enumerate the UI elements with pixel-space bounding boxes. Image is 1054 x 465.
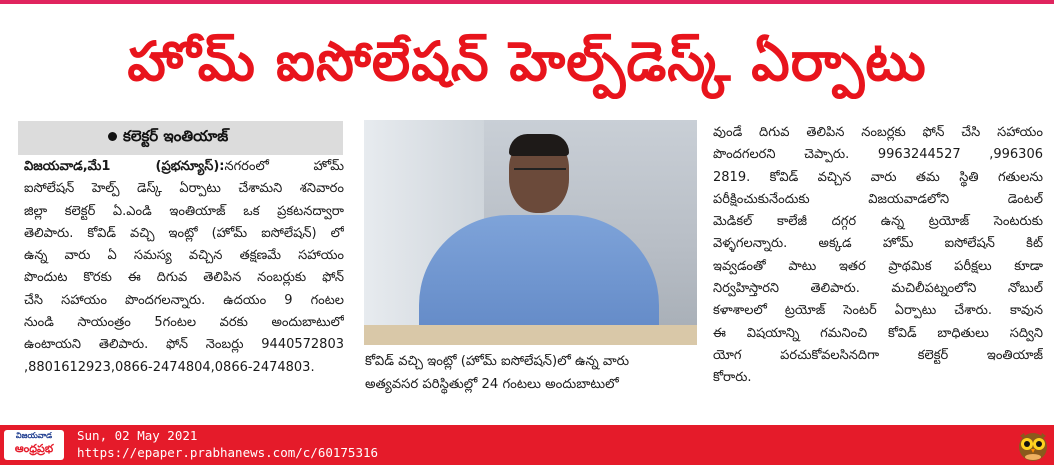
headline: హోమ్ ఐసోలేషన్ హెల్ప్‌డెస్క్ ఏర్పాటు xyxy=(127,30,927,93)
caption-line: కోవిడ్ వచ్చి ఇంట్లో (హోమ్ ఐసోలేషన్)లో ఉన్న వారు xyxy=(365,354,630,369)
dateline: విజయవాడ,మే1 (ప్రభన్యూస్): xyxy=(24,159,225,174)
article-line: చేసి సహాయం పొందగలన్నారు. ఉదయం 9 గంటల xyxy=(24,292,344,308)
photo-glasses xyxy=(514,168,566,182)
article-line: ఇవ్వడంతో పాటు ఇతర ప్రాథమిక పరీక్షలు కూడా xyxy=(713,258,1043,274)
article-line: ఉంటాయని తెలిపారు. ఫోన్ నెంబర్లు 9440572803 xyxy=(24,337,344,353)
article-left-column xyxy=(24,156,344,379)
article-line: వెళ్ళగలన్నారు. అక్కడ హోమ్ ఐసోలేషన్ కిట్ xyxy=(713,236,1043,252)
article-line: జిల్లా కలెక్టర్ ఏ.ఎండి ఇంతియాజ్ ఒక ప్రకటనద్వారా xyxy=(24,203,344,219)
article-line: 2819. కోవిడ్ వచ్చిన వారు తమ స్థితి గతులను xyxy=(713,169,1043,185)
byline xyxy=(108,127,228,149)
article-line: ఐసోలేషన్ హెల్ప్ డెస్క్ ఏర్పాటు చేశామని శనివారం xyxy=(24,181,344,197)
article-line: తెలిపారు. కోవిడ్ వచ్చి ఇంట్లో (హోమ్ ఐసోలేషన్) లో xyxy=(24,225,344,241)
article-line: ఉన్న వారు ఏ సమస్య వచ్చిన తక్షణమే సహాయం xyxy=(24,248,344,264)
logo-title: ఆంధ్రప్రభ xyxy=(14,442,54,455)
article-line: కోరారు. xyxy=(713,370,752,386)
article-line: నిర్వహిస్తారని తెలిపారు. మచిలీపట్నంలోని నోబుల్ xyxy=(713,281,1043,297)
footer-bar xyxy=(0,425,1054,465)
top-rule xyxy=(0,0,1054,4)
article-line: వుండే దిగువ తెలిపిన నంబర్లకు ఫోన్ చేసి సహాయం xyxy=(713,125,1043,140)
byline-text: కలెక్టర్ ఇంతియాజ్ xyxy=(123,127,229,145)
article-text: నగరంలో హోమ్ xyxy=(224,159,344,174)
article-line: నుండి సాయంత్రం 5గంటల వరకు అందుబాటులో xyxy=(24,315,344,331)
article-line: ,8801612923,0866-2474804,0866-2474803. xyxy=(24,359,315,375)
photo-desk xyxy=(364,325,697,345)
photo-hair xyxy=(509,134,569,156)
article-line: కళాశాలలో ట్రయోజ్ సెంటర్ ఏర్పాటు చేశారు. కావున xyxy=(713,303,1043,319)
collector-photo xyxy=(364,120,697,345)
newspaper-logo[interactable] xyxy=(4,430,64,460)
byline-box xyxy=(18,121,343,155)
article-line: పొందగలరని చెప్పారు. 9963244527 ,996306 xyxy=(713,147,1043,163)
photo-caption xyxy=(365,350,698,396)
article-line: పరీక్షించుకునేందుకు విజయవాడలోని డెంటల్ xyxy=(713,191,1043,207)
owl-icon xyxy=(1016,428,1050,462)
footer-date: Sun, 02 May 2021 xyxy=(77,428,198,443)
article-right-column xyxy=(713,122,1043,390)
article-line xyxy=(24,156,344,178)
article-line: ఈ విషయాన్ని గమనించి కోవిడ్ బాధితులు సద్విని xyxy=(713,325,1043,341)
logo-edition: విజయవాడ xyxy=(15,431,53,440)
caption-line: అత్యవసర పరిస్థితుల్లో 24 గంటలు అందుబాటులో xyxy=(365,377,619,392)
article-line: మెడికల్ కాలేజీ దగ్గర ఉన్న ట్రయోజ్ సెంటరుకు xyxy=(713,214,1043,230)
bullet-icon xyxy=(108,132,117,141)
article-line: యోగ పరచుకోవలసినదిగా కలెక్టర్ ఇంతియాజ్ xyxy=(713,347,1043,363)
article-line: పొందుట కొరకు ఈ దిగువ తెలిపిన నంబర్లుకు ఫోన్ xyxy=(24,270,344,286)
footer-url[interactable]: https://epaper.prabhanews.com/c/60175316 xyxy=(77,445,379,460)
